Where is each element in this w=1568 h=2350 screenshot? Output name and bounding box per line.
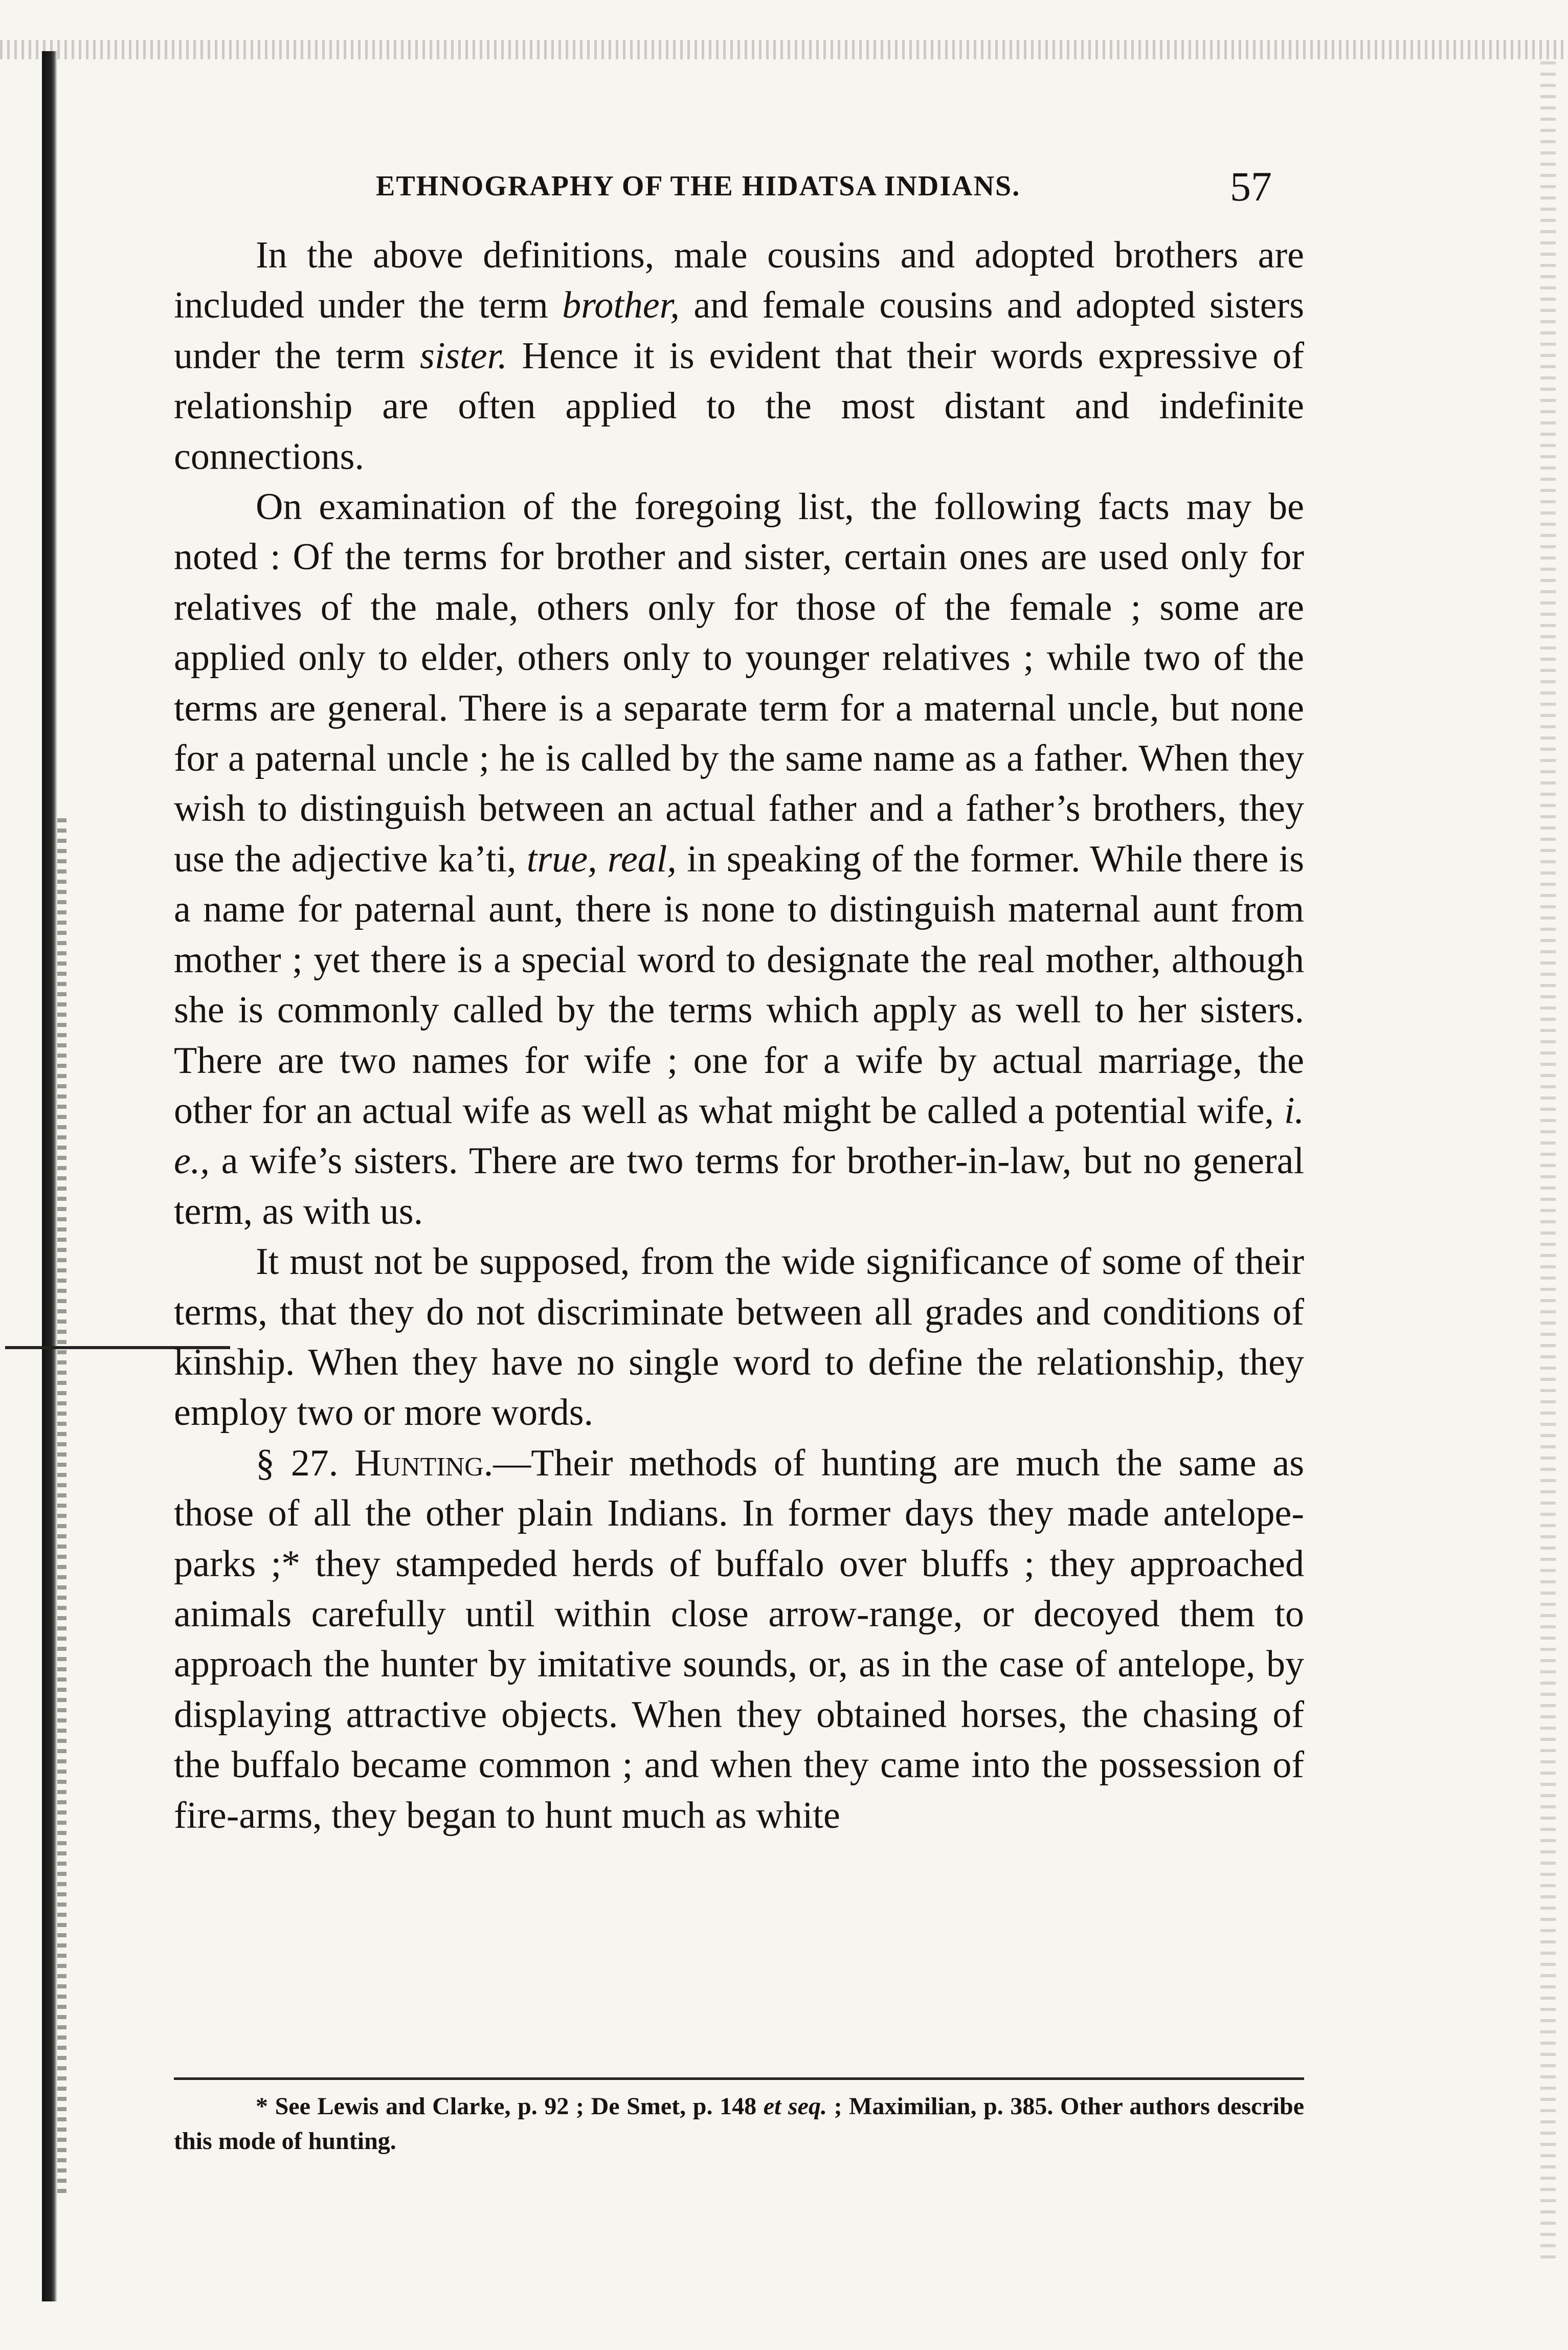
term-ie: i. e.,: [174, 1089, 1304, 1182]
term-true-real: true, real,: [526, 838, 677, 880]
paragraph-2: On examination of the foregoing list, the following facts may be noted : Of the terms for brother and sister, certain ones are used only for relatives of the male, others only for those of the female ; some are applied only to elder, others only to younger relatives ; while two of the terms are general. There is a separate term for a maternal uncle, but none for a paternal uncle ; he is called by the same name as a father. When they wish to distinguish between an actual father and a father’s brothers, they use the adjective ka’ti, true, real, in speaking of the former. While there is a name for paternal aunt, there is none to distinguish maternal aunt from mother ; yet there is a special word to designate the real mother, although she is commonly called by the terms which apply as well to her sisters. There are two names for wife ; one for a wife by actual marriage, the other for an actual wife as well as what might be called a potential wife, i. e., a wife’s sisters. There are two terms for brother-in-law, but no general term, as with us.: [174, 486, 1304, 1233]
footnote-rule: [174, 2077, 1304, 2080]
binding-edge: [42, 51, 57, 2301]
term-sister: sister.: [420, 334, 507, 377]
running-head: ETHNOGRAPHY OF THE HIDATSA INDIANS.: [376, 170, 1021, 202]
scan-noise-right: [1540, 61, 1556, 2261]
paragraph-3: It must not be supposed, from the wide significance of some of their terms, that they do not discriminate between all grades and conditions of kinship. When they have no single word to define the relationship, they employ two or more words.: [174, 1241, 1304, 1434]
binding-shadow: [57, 818, 66, 2199]
section-heading: Hunting.: [354, 1442, 494, 1484]
paragraph-1: In the above definitions, male cousins and adopted brothers are included under the term brother, and female cousins and adopted sisters under the term sister. Hence it is evident that their words expressive of relationship are often applied to the most distant and indefinite connections.: [174, 234, 1305, 478]
page-number: 57: [1230, 163, 1272, 210]
term-brother: brother,: [562, 284, 680, 327]
scan-noise-top: [0, 40, 1568, 59]
paragraph-4: § 27. Hunting.—Their methods of hunting are much the same as those of all the other plain Indians. In former days they made antelope-parks ;* they stampeded herds of buffalo over bluffs ; they approached animals carefully until within close arrow-range, or decoyed them to approach the hunter by imitative sounds, or, as in the case of antelope, by displaying attractive objects. When they obtained horses, the chasing of the buffalo became common ; and when they came into the possession of fire-arms, they began to hunt much as white: [174, 1442, 1304, 1837]
body-text: [174, 230, 1304, 1841]
section-number: § 27.: [256, 1442, 355, 1484]
footnote: * See Lewis and Clarke, p. 92 ; De Smet, p. 148 et seq. ; Maximilian, p. 385. Other authors describe this mode of hunting.: [174, 2093, 1305, 2155]
